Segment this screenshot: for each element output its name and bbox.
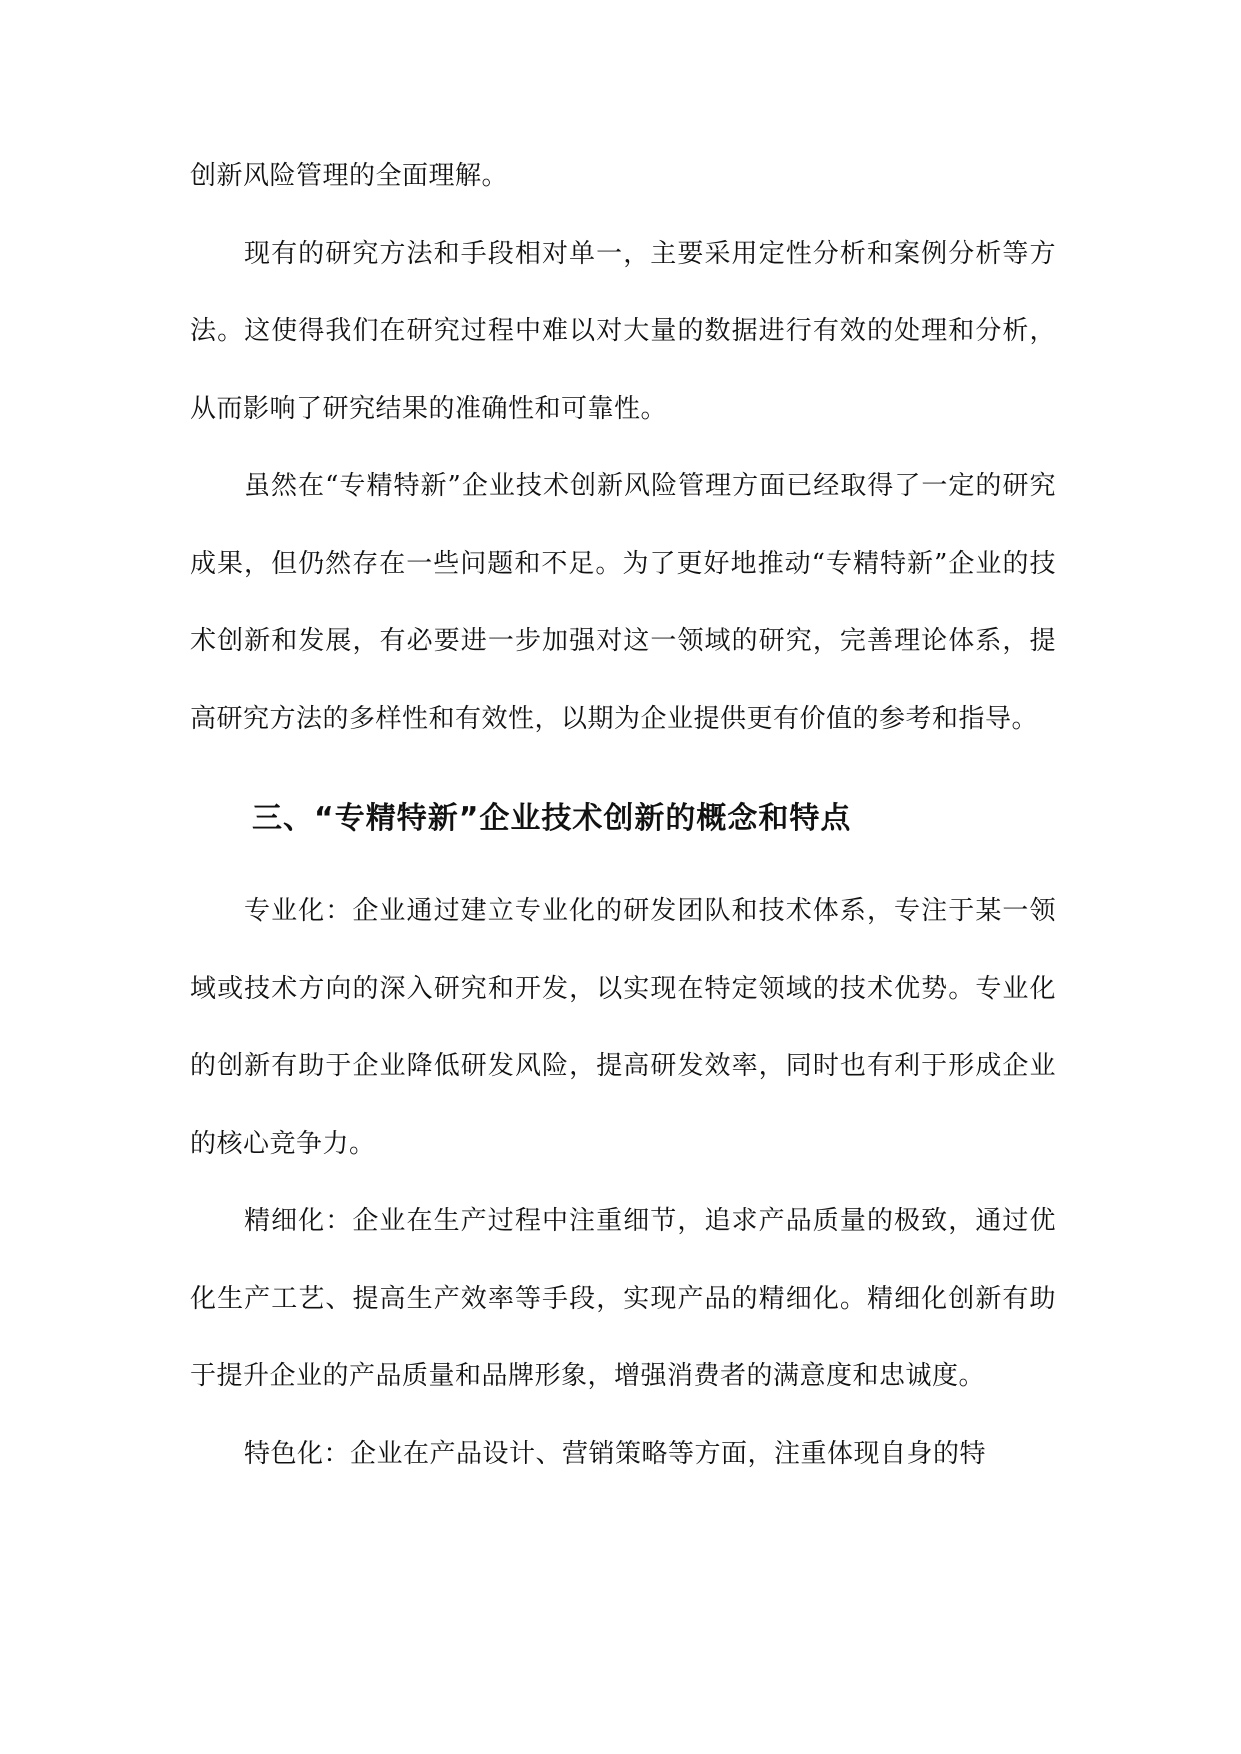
- document-body: [190, 138, 1056, 1493]
- paragraph-refinement: 精细化：企业在生产过程中注重细节，追求产品质量的极致，通过优化生产工艺、提高生产效率等手段，实现产品的精细化。精细化创新有助于提升企业的产品质量和品牌形象，增强消费者的满意度和忠诚度。: [190, 1206, 1056, 1391]
- paragraph-research-methods: 现有的研究方法和手段相对单一，主要采用定性分析和案例分析等方法。这使得我们在研究过程中难以对大量的数据进行有效的处理和分析，从而影响了研究结果的准确性和可靠性。: [190, 238, 1056, 424]
- paragraph-continuation: 创新风险管理的全面理解。: [190, 161, 509, 191]
- paragraph-specialization: 专业化：企业通过建立专业化的研发团队和技术体系，专注于某一领域或技术方向的深入研究和开发，以实现在特定领域的技术优势。专业化的创新有助于企业降低研发风险，提高研发效率，同时也有利于形成企业的核心竞争力。: [190, 896, 1056, 1159]
- paragraph-research-summary: 虽然在“专精特新”企业技术创新风险管理方面已经取得了一定的研究成果，但仍然存在一些问题和不足。为了更好地推动“专精特新”企业的技术创新和发展，有必要进一步加强对这一领域的研究，完善理论体系，提高研究方法的多样性和有效性，以期为企业提供更有价值的参考和指导。: [190, 471, 1056, 734]
- paragraph-distinctiveness: 特色化：企业在产品设计、营销策略等方面，注重体现自身的特: [244, 1438, 987, 1469]
- section-heading: 三、“专精特新”企业技术创新的概念和特点: [252, 801, 852, 836]
